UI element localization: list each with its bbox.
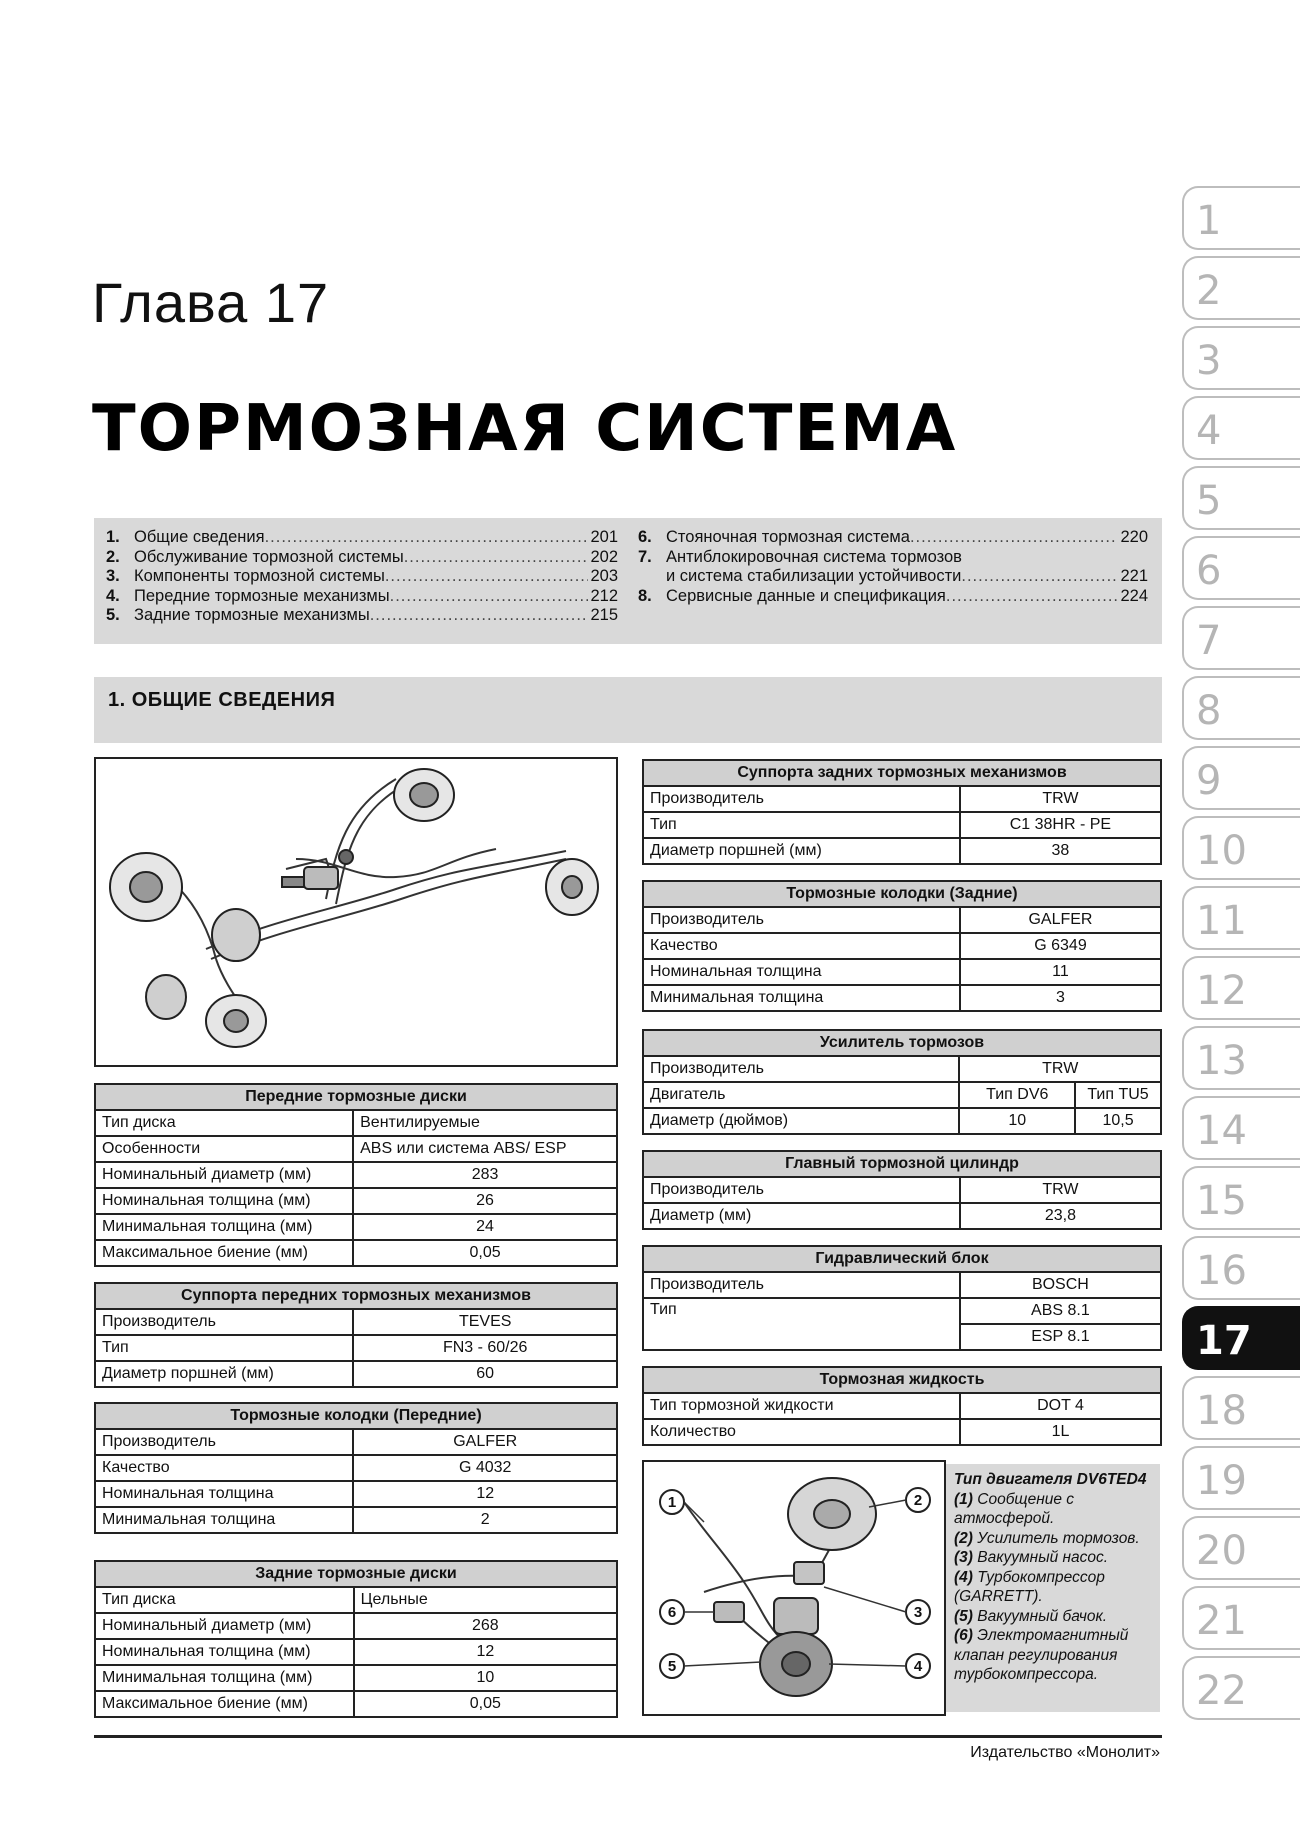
contents-number: 1. [106,528,120,546]
contents-title: Сервисные данные и спецификация [666,586,946,605]
table-title: Суппорта передних тормозных механизмов [95,1283,617,1309]
table-row [643,1177,1161,1203]
row-label: Номинальная толщина [95,1481,353,1507]
contents-title: Обслуживание тормозной системы [134,547,404,566]
contents-number: 3. [106,567,120,585]
table-row [95,1639,617,1665]
caption-number: (3) [954,1549,973,1566]
callout-6-label: 6 [667,1604,677,1621]
leader-dots [404,548,589,568]
tab-number: 1 [1196,198,1222,244]
front-pads-table [94,1402,618,1534]
row-value: GALFER [353,1429,617,1455]
table-title: Гидравлический блок [643,1246,1161,1272]
caption-text: Усилитель тормозов. [977,1529,1140,1547]
table-row [643,1419,1161,1445]
table-row [643,1393,1161,1419]
contents-number: 5. [106,606,120,624]
row-label: Диаметр (дюймов) [643,1108,959,1134]
leader-dots [385,567,589,587]
contents-item[interactable] [638,587,1148,607]
row-label: Производитель [643,786,960,812]
row-value: TRW [960,1177,1161,1203]
caption-item [954,1529,1152,1549]
vacuum-system-drawing [644,1462,944,1714]
contents-item[interactable] [106,606,618,626]
row-value: 10 [959,1108,1075,1134]
chapter-tab-2[interactable] [1182,256,1300,320]
caption-heading: Тип двигателя DV6TED4 [954,1471,1147,1488]
row-label: Минимальная толщина (мм) [95,1214,353,1240]
contents-item[interactable] [106,528,618,548]
footer-rule [94,1735,1162,1738]
caption-text: Вакуумный бачок. [977,1607,1108,1625]
row-label: Минимальная толщина [95,1507,353,1533]
contents-title: Задние тормозные механизмы [134,606,370,624]
table-row [95,1507,617,1533]
table-row [95,1214,617,1240]
contents-number: 4. [106,586,120,605]
front-calipers-table [94,1282,618,1388]
row-label: Тип тормозной жидкости [643,1393,960,1419]
chapter-tab-17-active[interactable] [1182,1306,1300,1370]
contents-page: 220 [1120,528,1148,546]
front-discs-table [94,1083,618,1267]
table-title: Тормозные колодки (Передние) [95,1403,617,1429]
row-value: TRW [960,786,1161,812]
row-value: 2 [353,1507,617,1533]
row-value: 11 [960,959,1161,985]
table-row [95,1240,617,1266]
tab-number: 19 [1196,1458,1247,1504]
vacuum-system-diagram [642,1460,946,1716]
contents-title: Стояночная тормозная система [666,528,910,546]
hydraulic-unit-table [642,1245,1162,1351]
tab-number: 18 [1196,1388,1247,1434]
row-value: 12 [354,1639,617,1665]
rear-calipers-table [642,759,1162,865]
chapter-tab-7[interactable] [1182,606,1300,670]
row-value: TRW [959,1056,1161,1082]
contents-page: 203 [590,567,618,585]
table-row [643,838,1161,864]
table-row [95,1136,617,1162]
row-value: 283 [353,1162,617,1188]
row-value: Тип TU5 [1075,1082,1161,1108]
tab-number: 12 [1196,968,1247,1014]
row-label: Диаметр (мм) [643,1203,960,1229]
row-label: Номинальная толщина (мм) [95,1639,354,1665]
chapter-tab-1[interactable] [1182,186,1300,250]
contents-item[interactable] [106,567,618,587]
row-label: Качество [95,1455,353,1481]
row-value: 26 [353,1188,617,1214]
row-label: Тип диска [95,1587,354,1613]
caption-text: Сообщение с атмосферой. [954,1490,1075,1527]
chapter-tab-10[interactable] [1182,816,1300,880]
chapter-tab-21[interactable] [1182,1586,1300,1650]
table-row [643,1203,1161,1229]
table-title: Усилитель тормозов [643,1030,1161,1056]
contents-page: 212 [590,586,618,605]
tab-number: 6 [1196,548,1222,594]
contents-item[interactable] [106,548,618,568]
caption-item [954,1626,1152,1685]
tab-number: 2 [1196,268,1222,314]
row-value: 268 [354,1613,617,1639]
chapter-tab-19[interactable] [1182,1446,1300,1510]
callout-3-label: 3 [913,1604,923,1621]
contents-title: Передние тормозные механизмы [134,586,390,605]
row-value: 1L [960,1419,1161,1445]
caption-number: (1) [954,1490,973,1508]
row-label: Тип [643,812,960,838]
row-label: Производитель [95,1429,353,1455]
row-label: Максимальное биение (мм) [95,1240,353,1266]
row-value: Цельные [354,1587,617,1613]
row-value: 3 [960,985,1161,1011]
table-row [643,786,1161,812]
row-label: Минимальная толщина [643,985,960,1011]
row-value: 10,5 [1075,1108,1161,1134]
leader-dots [910,528,1119,548]
row-label: Производитель [643,907,960,933]
brake-fluid-table [642,1366,1162,1446]
chapter-tab-16[interactable] [1182,1236,1300,1300]
leader-dots [370,606,589,626]
contents-item[interactable] [638,548,1148,568]
contents-page: 201 [590,528,618,546]
row-value: Вентилируемые [353,1110,617,1136]
table-row [95,1110,617,1136]
row-value: G 4032 [353,1455,617,1481]
contents-title: Компоненты тормозной системы [134,567,385,585]
chapter-tab-22[interactable] [1182,1656,1300,1720]
table-title: Главный тормозной цилиндр [643,1151,1161,1177]
row-value: 0,05 [353,1240,617,1266]
row-label: Производитель [643,1177,960,1203]
caption-item [954,1607,1152,1627]
table-row [95,1188,617,1214]
brake-booster-table [642,1029,1162,1135]
row-label: Количество [643,1419,960,1445]
caption-item [954,1568,1152,1607]
caption-item [954,1548,1152,1568]
tab-number: 9 [1196,758,1222,804]
table-row [643,1056,1161,1082]
contents-item[interactable] [638,567,1148,587]
row-label: Диаметр поршней (мм) [643,838,960,864]
row-value: ABS или система ABS/ ESP [353,1136,617,1162]
tab-number: 4 [1196,408,1222,454]
contents-title: Общие сведения [134,528,265,546]
table-row [643,1298,1161,1324]
tab-number: 13 [1196,1038,1247,1084]
row-label: Номинальный диаметр (мм) [95,1162,353,1188]
contents-number: 7. [638,547,652,566]
tab-number: 11 [1196,898,1247,944]
row-value: ABS 8.1 [960,1298,1161,1324]
publisher-credit: Издательство «Монолит» [970,1744,1160,1761]
table-row [95,1455,617,1481]
section-heading-bar [94,677,1162,743]
contents-page: 202 [590,547,618,566]
caption-text: Электромагнитный клапан регулирования турбокомпрессора. [954,1627,1129,1683]
chapter-tab-9[interactable] [1182,746,1300,810]
table-row [643,812,1161,838]
caption-text: Турбокомпрессор (GARRETT). [954,1568,1105,1605]
chapter-tab-13[interactable] [1182,1026,1300,1090]
tab-number: 15 [1196,1178,1247,1224]
row-value: 10 [354,1665,617,1691]
table-title: Тормозная жидкость [643,1367,1161,1393]
leader-dots [265,528,589,548]
table-title: Тормозные колодки (Задние) [643,881,1161,907]
chapter-tab-14[interactable] [1182,1096,1300,1160]
chapter-contents [94,518,1162,644]
row-label: Номинальная толщина [643,959,960,985]
table-row [95,1309,617,1335]
chapter-tab-12[interactable] [1182,956,1300,1020]
row-label: Особенности [95,1136,353,1162]
row-label: Максимальное биение (мм) [95,1691,354,1717]
table-row [95,1665,617,1691]
chapter-tab-4[interactable] [1182,396,1300,460]
chapter-tab-3[interactable] [1182,326,1300,390]
master-cylinder-table [642,1150,1162,1230]
tab-number: 10 [1196,828,1247,874]
rear-discs-table [94,1560,618,1718]
row-value: 12 [353,1481,617,1507]
tab-number: 16 [1196,1248,1247,1294]
row-value: C1 38HR - PE [960,812,1161,838]
caption-number: (5) [954,1607,973,1625]
table-row [95,1361,617,1387]
caption-item [954,1490,1152,1529]
caption-number: (2) [954,1529,973,1547]
caption-number: (4) [954,1568,973,1586]
row-label: Производитель [643,1056,959,1082]
table-row [95,1481,617,1507]
table-row [95,1691,617,1717]
chapter-tab-5[interactable] [1182,466,1300,530]
table-title: Передние тормозные диски [95,1084,617,1110]
tab-number: 7 [1196,618,1222,664]
row-value: DOT 4 [960,1393,1161,1419]
tab-number: 21 [1196,1598,1247,1644]
row-label: Качество [643,933,960,959]
contents-column-right [638,528,1148,606]
row-value: 24 [353,1214,617,1240]
row-label: Тип диска [95,1110,353,1136]
tab-number: 17 [1196,1318,1252,1364]
leader-dots [390,587,589,607]
tab-number: 5 [1196,478,1222,524]
row-value: FN3 - 60/26 [353,1335,617,1361]
row-value: 38 [960,838,1161,864]
chapter-tab-8[interactable] [1182,676,1300,740]
contents-item[interactable] [638,528,1148,548]
table-row [95,1587,617,1613]
row-label: Номинальная толщина (мм) [95,1188,353,1214]
contents-item[interactable] [106,587,618,607]
caption-number: (6) [954,1627,973,1644]
row-value: 23,8 [960,1203,1161,1229]
contents-page: 221 [1120,567,1148,585]
contents-title: Антиблокировочная система тормозов [666,547,962,566]
table-row [643,1272,1161,1298]
diagram-caption [946,1464,1160,1712]
section-heading: 1. ОБЩИЕ СВЕДЕНИЯ [108,689,336,711]
table-row [95,1613,617,1639]
row-value: G 6349 [960,933,1161,959]
row-value: Тип DV6 [959,1082,1075,1108]
tab-number: 8 [1196,688,1222,734]
row-label: Минимальная толщина (мм) [95,1665,354,1691]
contents-number: 8. [638,586,652,605]
leader-dots [961,567,1118,587]
row-label: Тип [643,1298,960,1350]
row-value: ESP 8.1 [960,1324,1161,1350]
brake-system-drawing [96,759,616,1065]
brake-system-illustration [94,757,618,1067]
callout-1-label: 1 [667,1494,677,1511]
leader-dots [946,587,1119,607]
callout-2-label: 2 [913,1492,923,1509]
contents-page: 224 [1120,586,1148,605]
tab-number: 22 [1196,1668,1247,1714]
contents-number: 2. [106,547,120,566]
chapter-tab-18[interactable] [1182,1376,1300,1440]
table-row [95,1429,617,1455]
chapter-title: ТОРМОЗНАЯ СИСТЕМА [92,392,958,466]
rear-pads-table [642,880,1162,1012]
tab-number: 14 [1196,1108,1247,1154]
table-row [643,1108,1161,1134]
contents-number: 6. [638,528,652,546]
row-label: Двигатель [643,1082,959,1108]
chapter-tab-6[interactable] [1182,536,1300,600]
table-title: Суппорта задних тормозных механизмов [643,760,1161,786]
row-value: 60 [353,1361,617,1387]
table-row [643,1082,1161,1108]
callout-5-label: 5 [667,1658,677,1675]
contents-column-left [106,528,618,626]
row-label: Производитель [95,1309,353,1335]
row-label: Диаметр поршней (мм) [95,1361,353,1387]
row-value: 0,05 [354,1691,617,1717]
table-row [643,959,1161,985]
contents-page: 215 [590,606,618,624]
table-row [643,907,1161,933]
caption-text: Вакуумный насос. [977,1549,1109,1566]
table-row [643,985,1161,1011]
table-row [95,1335,617,1361]
row-label: Тип [95,1335,353,1361]
table-row [643,933,1161,959]
table-title: Задние тормозные диски [95,1561,617,1587]
row-value: BOSCH [960,1272,1161,1298]
contents-title: и система стабилизации устойчивости [666,567,962,585]
chapter-tab-15[interactable] [1182,1166,1300,1230]
tab-number: 20 [1196,1528,1247,1574]
row-label: Производитель [643,1272,960,1298]
table-row [95,1162,617,1188]
chapter-label: Глава 17 [92,271,330,334]
row-value: GALFER [960,907,1161,933]
chapter-tab-20[interactable] [1182,1516,1300,1580]
callout-4-label: 4 [913,1658,923,1675]
row-value: TEVES [353,1309,617,1335]
chapter-tab-11[interactable] [1182,886,1300,950]
row-label: Номинальный диаметр (мм) [95,1613,354,1639]
tab-number: 3 [1196,338,1222,384]
